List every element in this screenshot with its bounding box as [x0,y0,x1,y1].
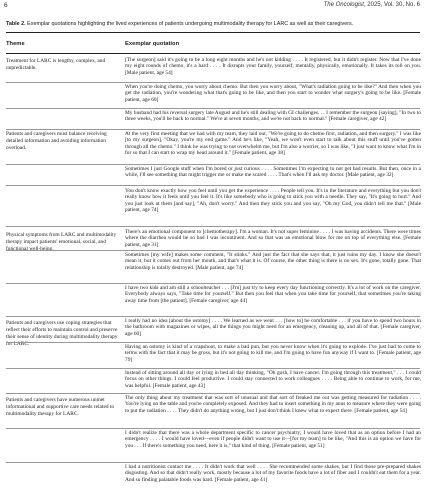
page-number: 6 [4,2,8,9]
row-rule [6,283,420,284]
quote-cell: I have two kids and am still a schoolteacher . . . [I'm] just try to keep every day functioning correctly. It's a lot of work on the caregiver. Everybody always says, "Take time for yourself." But then you feel that when you take time for yourself, that sometimes you're taking away time from [the patient]. [Female caregiver, age 44] [125,285,421,304]
theme-cell: Patients and caregivers use coping strategies that reflect their efforts to maintain control and preserve their sense of identity during multimodality therapy for LARC. [6,320,118,347]
theme-cell: Patients and caregivers have numerous unmet informational and supportive care needs related to multimodality therapy for LARC. [6,397,115,417]
quote-cell: I really had no idea [about the ostomy] . . . . We learned as we went . . . [how to] be comfortable . . . if you have to spend two hours in the bathroom with magazines or wipes, all the things you might need for an emergency, cleaning up, and all of that. [Female caregiver, age 60] [125,318,421,337]
row-rule [6,129,420,130]
row-rule [6,393,420,394]
quote-cell: The only thing about my treatment that was sort of unusual and that sort of freaked me out was getting measured for radiation . . . . You're lying on the table and you're completely exposed. And they had to insert something in my anus to measure where they were going to put the radiation . . . . They didn't do anything wrong, but I just don't think I knew what to expect there. [Female patient, age 54] [125,395,421,414]
quote-cell: You don't know exactly how you feel until you get the experience . . . . People tell you. It's in the literature and everything but you don't really know how it feels until you feel it. It's like somebody who is going to stick you with a needle. They say, "It's going to hurt." And you just look at them [and say], "Ah, don't worry." And then they stick you and you say, "Oh my God, you didn't tell me that." [Male patient, age 74] [125,188,421,214]
quote-cell: I didn't realize that there was a whole department specific to cancer psychiatry; I would have loved that as an option before I had an emergency . . . . I would have loved—even if people didn't want to use it—[for my team] to be like, "And this is an option we have for you . . . If there's something you need, here it is," that kind of thing. [Female patient, age 51] [125,430,421,449]
row-rule [6,316,420,317]
table-caption-text: Exemplar quotations highlighting the lived experiences of patients undergoing multimodality therapy for LARC as well as their caregivers. [25,21,354,27]
row-rule [6,185,420,186]
quote-cell: Having an ostomy is kind of a crapshoot, to make a bad pun, but you never know when it's going to explode. I've just had to come to terms with the fact that it may be gross, but it's not going to kill me, and I'm going to have fun anyway if I want to. [Female patient, age 79] [125,344,421,363]
row-rule [6,164,420,165]
quote-cell: Sometimes I just Google stuff when I'm bored or just curious . . . . Sometimes I'm expecting to not get bad results. But then, once in a while, I'll see something that might trigger me or make me scared . . . . That's when I'll ask my doctor. [Male patient, age 32] [125,166,421,179]
journal-citation: , 2025, Vol. 30, No. 6 [363,2,420,8]
row-rule [6,82,420,83]
quote-cell: At the very first meeting that we had with my team, they laid out, "We're going to do chemo first, radiation, and then surgery." I was like [to my surgeon], "Okay, you're my end game." And he's like, "Yeah, we won't even start to talk about this stuff until you've gotten through all the chemo." I think he was trying to not overwhelm me, but I'm also a worrier, so I was like, "I just want to know what I'm in for so that I can start to wrap my head around it." [Female patient, age 38] [125,131,421,157]
quote-cell: There's an emotional component to [chemotherapy]. I'm a woman. It's not super feminine . . . . I was having accidents. There were times where the diarrhea would be so bad I was incontinent. And so that was an emotional blow for me on top of everything else. [Female patient, age 31] [125,229,421,248]
theme-cell: Physical symptoms from LARC and multimodality therapy impact patients' emotional, social, and functional well-being. [6,232,117,252]
row-rule [6,368,420,369]
quote-cell: [The surgeon] said it's going to be a long eight months and he's not kidding . . . . It registered, but it didn't register. Now that I've done my eight rounds of chemo, it's a hard . . . . It disrupts your family, yourself, mentally, physically, emotionally. It takes its toll on you. [Male patient, age 54] [125,57,421,76]
table-label: Table 2. [6,21,26,27]
row-rule [6,342,420,343]
theme-cell: Patients and caregivers must balance receiving detailed information and avoiding information overload. [6,131,107,151]
row-rule [6,462,420,463]
quote-cell: When you're doing chemo, you worry about chemo. But then you worry about, "What's radiation going to be like?" And then when you get the radiation, you're wondering what that's going to be like, and then you start to wonder what surgery's going to be like. [Female patient, age 60] [125,84,421,103]
row-rule [6,428,420,429]
row-rule [6,250,420,251]
column-header-theme: Theme [6,41,25,47]
journal-name: The Oncologist [323,2,364,8]
quote-cell: My husband had his reversal surgery late August and he's still dealing with GI challenges. . . I remember the surgeon [saying], "In two to three weeks, you'll be back to normal." We're at seven months, and we're not back to normal." [Female caregiver, age 42] [125,110,421,123]
table-header-rule [6,53,420,54]
running-header [324,2,420,8]
quote-cell: I had a nutritionist contact me . . . . It didn't work that well . . . . She recommended some shakes, but I find those pre-prepared shakes disgusting. And so that didn't really work, mostly because a lot of my favorite foods have a lot of fiber and I couldn't eat them for a year. And so finding palatable foods was hard. [Female patient, age 41] [125,464,421,483]
theme-cell: Treatment for LARC is lengthy, complex, and unpredictable. [6,58,106,71]
row-rule [6,108,420,109]
table-caption [6,21,420,28]
quote-cell: Sometimes [my wife] makes some comment, "It stinks." And just the fact that she says that, it just ruins my day. I know she doesn't mean it, but it comes out from her mouth, and that's what it is. Of course, the other thing is there is no sex. It's gone, totally gone. That relationship is totally destroyed. [Male patient, age 74] [125,252,421,271]
quote-cell: Instead of sitting around all day or lying in bed all day thinking, "Oh gosh, I have cancer. I'm going through this treatment," . . . I could focus on other things. I could feel productive. I could stay connected to work colleagues . . . . Being able to continue to work, for me, was helpful. [Female patient, age 43] [125,370,421,389]
table-top-rule [6,32,420,33]
row-rule [6,226,420,227]
column-header-quotation: Exemplar quotation [125,41,180,47]
